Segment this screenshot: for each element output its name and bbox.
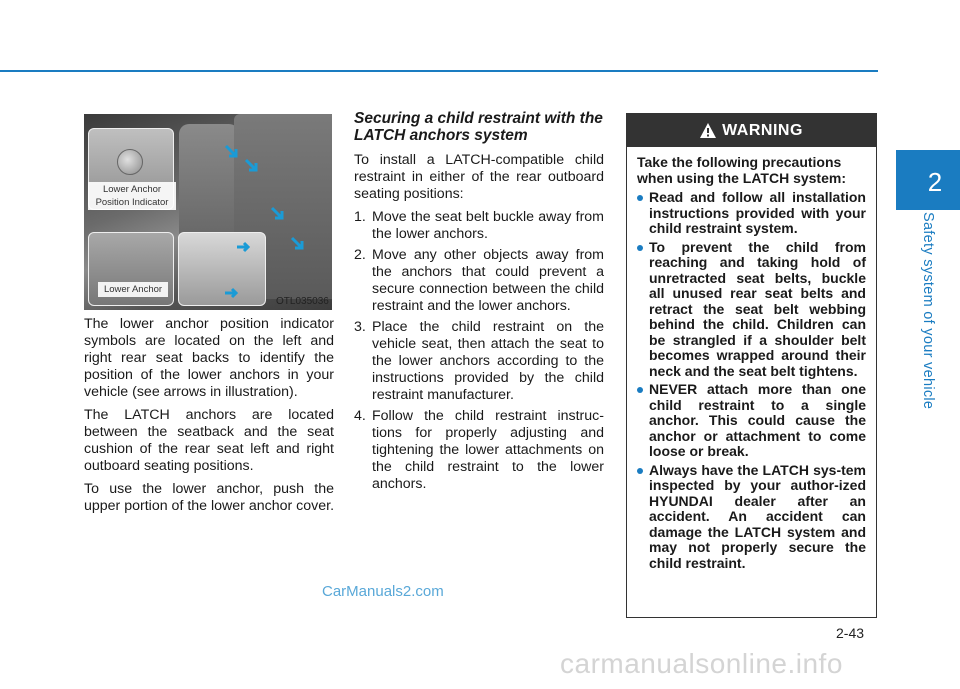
warning-body: [627, 147, 876, 571]
middle-column: [354, 110, 604, 497]
indicator-symbol-icon: [117, 149, 143, 175]
step-text: Follow the child restraint instruc-tions for properly adjusting and tightening the lower attachments on the child restraint to the lower anchors.: [372, 408, 604, 492]
anchor-arrow-icon: [270, 206, 284, 220]
step-number: 2.: [354, 247, 366, 263]
step-text: Move any other objects away from the anchors that could prevent a secure connection between the child restraint and the lower anchors.: [372, 247, 604, 314]
watermark-link[interactable]: CarManuals2.com: [322, 583, 444, 600]
warning-header: [627, 114, 876, 147]
watermark-footer: carmanualsonline.info: [560, 648, 843, 679]
position-indicator-label-line1: Lower Anchor: [102, 184, 162, 195]
warning-title: WARNING: [722, 121, 803, 139]
section-title-vertical: [896, 212, 960, 422]
seat-back-photo: [179, 124, 239, 244]
step-text: Move the seat belt buckle away from the lower anchors.: [372, 209, 604, 242]
step-number: 1.: [354, 209, 366, 225]
warning-triangle-icon: [700, 123, 716, 138]
paragraph-anchor-cover: To use the lower anchor, push the upper portion of the lower anchor cover.: [84, 481, 335, 514]
anchor-arrow-icon: [224, 286, 238, 300]
chapter-tab: [896, 150, 960, 210]
figure-code: OTL035036: [276, 296, 329, 307]
section-title: Safety system of your vehicle: [920, 212, 936, 410]
section-heading: Securing a child restraint with the LATCH anchors system: [354, 110, 603, 144]
lower-anchor-label: Lower Anchor: [98, 282, 168, 297]
list-item: [354, 319, 604, 404]
warning-box: [626, 113, 877, 618]
list-item: Always have the LATCH sys-tem inspected by your author-ized HYUNDAI dealer after an accident. An accident can damage the LATCH system and may not properly secure the child restraint.: [637, 463, 866, 572]
paragraph-anchors-location: The LATCH anchors are located between the seatback and the seat cushion of the rear seat left and right outboard seating positions.: [84, 407, 334, 474]
chapter-number: 2: [927, 167, 943, 197]
position-indicator-label: [88, 182, 176, 210]
warning-list: [637, 190, 866, 571]
anchor-detail-inset: [178, 232, 266, 306]
anchor-arrow-icon: [236, 240, 250, 254]
installation-steps: [354, 209, 604, 493]
list-item: Read and follow all installation instructions provided with your child restraint system.: [637, 190, 866, 237]
list-item: [354, 247, 604, 315]
step-text: Place the child restraint on the vehicle seat, then attach the seat to the lower anchors according to the instructions provided by the child restraint manufacturer.: [372, 319, 604, 403]
paragraph-indicator: The lower anchor position indicator symbols are located on the left and right rear seat backs to identify the position of the lower anchors in your vehicle (see arrows in illustration).: [84, 316, 334, 400]
list-item: [354, 209, 604, 243]
page-number: 2-43: [836, 625, 865, 641]
list-item: To prevent the child from reaching and taking hold of unretracted seat belts, buckle all unused rear seat belts and retract the seat belt webbing behind the child. Children can be strangled if a shoulder belt becomes wrapped around their neck and the seat belt tightens.: [637, 240, 866, 380]
list-item: [354, 408, 604, 493]
anchor-arrow-icon: [244, 158, 258, 172]
header-rule: [0, 70, 878, 72]
lower-anchor-illustration: [84, 114, 332, 310]
anchor-arrow-icon: [290, 236, 304, 250]
installation-intro: To install a LATCH-compatible child restraint in either of the rear outboard seating positions:: [354, 152, 604, 202]
position-indicator-label-line2: Position Indicator: [95, 197, 169, 208]
left-column: [84, 316, 334, 521]
step-number: 3.: [354, 319, 366, 335]
list-item: NEVER attach more than one child restraint to a single anchor. This could cause the anchor or attachment to come loose or break.: [637, 382, 866, 460]
warning-intro: Take the following precautions when using the LATCH system:: [637, 154, 846, 186]
step-number: 4.: [354, 408, 366, 424]
anchor-arrow-icon: [224, 144, 238, 158]
